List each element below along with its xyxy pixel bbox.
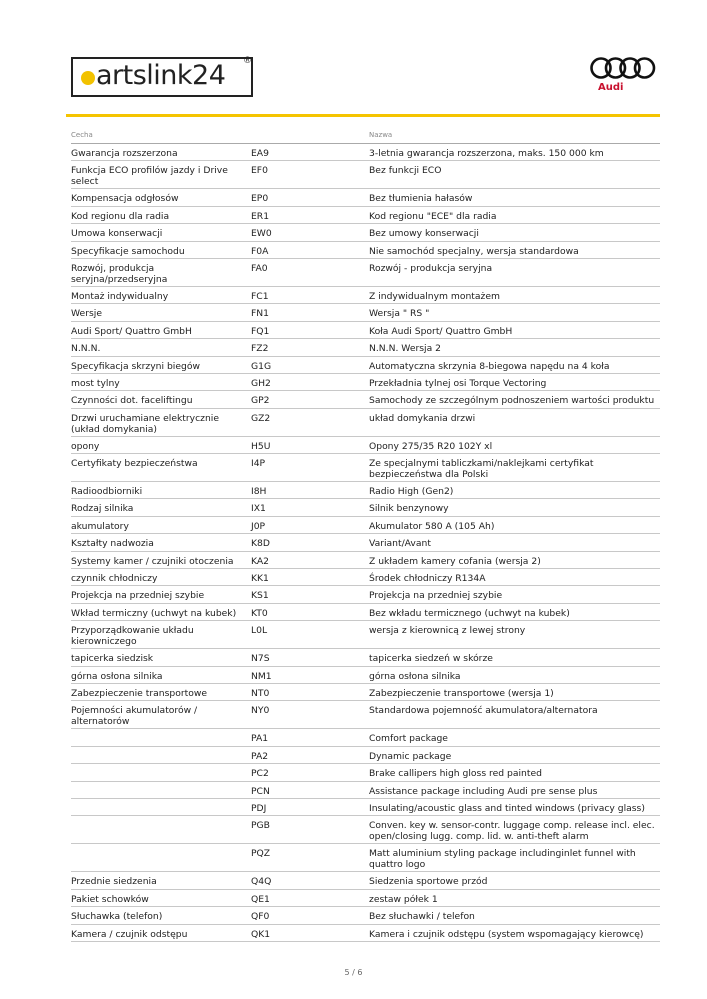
row-code: N7S bbox=[251, 653, 270, 665]
row-code: PGB bbox=[251, 820, 270, 832]
partslink24-logo bbox=[71, 57, 253, 97]
table-row bbox=[71, 499, 660, 516]
table-row bbox=[71, 621, 660, 649]
row-name: Radio High (Gen2) bbox=[369, 486, 454, 498]
row-feature: Rozwój, produkcja seryjna/przedseryjna bbox=[71, 262, 168, 285]
row-code: PCN bbox=[251, 785, 270, 797]
row-code: EP0 bbox=[251, 193, 269, 205]
row-name: Z układem kamery cofania (wersja 2) bbox=[369, 555, 541, 567]
registered-mark: ® bbox=[243, 56, 252, 66]
row-feature: czynnik chłodniczy bbox=[71, 573, 158, 585]
row-code: F0A bbox=[251, 245, 269, 257]
row-name: Automatyczna skrzynia 8-biegowa napędu na 4 koła bbox=[369, 360, 610, 372]
header-divider bbox=[66, 114, 660, 117]
row-code: FQ1 bbox=[251, 325, 270, 337]
row-code: PDJ bbox=[251, 802, 267, 814]
row-feature: Certyfikaty bezpieczeństwa bbox=[71, 458, 198, 470]
row-feature: Wkład termiczny (uchwyt na kubek) bbox=[71, 607, 237, 619]
row-name: Przekładnia tylnej osi Torque Vectoring bbox=[369, 377, 547, 389]
table-row bbox=[71, 287, 660, 304]
table-row bbox=[71, 764, 660, 781]
row-feature: górna osłona silnika bbox=[71, 670, 163, 682]
row-name: 3-letnia gwarancja rozszerzona, maks. 150 000 km bbox=[369, 148, 604, 159]
row-name: Wersja " RS " bbox=[369, 308, 430, 320]
table-row bbox=[71, 872, 660, 889]
table-row bbox=[71, 304, 660, 321]
row-feature: opony bbox=[71, 440, 100, 452]
row-feature: Przyporządkowanie układu kierowniczego bbox=[71, 625, 194, 648]
row-feature: Przednie siedzenia bbox=[71, 876, 157, 888]
row-code: QK1 bbox=[251, 928, 271, 940]
row-feature: Specyfikacje samochodu bbox=[71, 245, 185, 257]
row-name: Rozwój - produkcja seryjna bbox=[369, 262, 493, 274]
row-name: Bez umowy konserwacji bbox=[369, 228, 479, 240]
table-row bbox=[71, 534, 660, 551]
row-code: PC2 bbox=[251, 768, 269, 780]
row-feature: Kształty nadwozia bbox=[71, 538, 154, 550]
table-row bbox=[71, 747, 660, 764]
row-code: L0L bbox=[251, 625, 268, 637]
logo-text: artslink24 bbox=[96, 60, 226, 91]
row-code: PA2 bbox=[251, 750, 269, 762]
table-row bbox=[71, 391, 660, 408]
row-code: KK1 bbox=[251, 573, 269, 585]
table-row bbox=[71, 569, 660, 586]
table-row bbox=[71, 782, 660, 799]
row-name: Bez funkcji ECO bbox=[369, 165, 442, 177]
audi-brand-label: Audi bbox=[598, 82, 624, 93]
row-feature: Funkcja ECO profilów jazdy i Drive select bbox=[71, 165, 228, 188]
row-code: EA9 bbox=[251, 148, 269, 159]
table-row bbox=[71, 667, 660, 684]
row-name: Samochody ze szczególnym podnoszeniem wartości produktu bbox=[369, 395, 655, 407]
row-feature: Umowa konserwacji bbox=[71, 228, 163, 240]
row-feature: Montaż indywidualny bbox=[71, 290, 169, 302]
row-name: Bez tłumienia hałasów bbox=[369, 193, 473, 205]
row-feature: Systemy kamer / czujniki otoczenia bbox=[71, 555, 234, 567]
row-code: NY0 bbox=[251, 705, 270, 717]
row-feature: tapicerka siedzisk bbox=[71, 653, 154, 665]
row-code: KT0 bbox=[251, 607, 268, 619]
row-code: Q4Q bbox=[251, 876, 272, 888]
table-row bbox=[71, 437, 660, 454]
row-name: Conven. key w. sensor-contr. luggage comp. release incl. elec. open/closing lugg. comp. lid. w. anti-theft alarm bbox=[369, 820, 655, 843]
row-code: PA1 bbox=[251, 733, 269, 745]
row-name: Ze specjalnymi tabliczkami/naklejkami certyfikat bezpieczeństwa dla Polski bbox=[369, 458, 594, 481]
row-name: N.N.N. Wersja 2 bbox=[369, 343, 442, 355]
row-name: Akumulator 580 A (105 Ah) bbox=[369, 520, 495, 532]
row-name: Z indywidualnym montażem bbox=[369, 290, 500, 302]
row-code: FZ2 bbox=[251, 343, 269, 355]
table-row bbox=[71, 322, 660, 339]
row-name: tapicerka siedzeń w skórze bbox=[369, 653, 493, 665]
row-code: H5U bbox=[251, 440, 271, 452]
row-feature: Audi Sport/ Quattro GmbH bbox=[71, 325, 192, 337]
table-row bbox=[71, 649, 660, 666]
row-name: Zabezpieczenie transportowe (wersja 1) bbox=[369, 687, 554, 699]
table-row bbox=[71, 224, 660, 241]
row-name: Comfort package bbox=[369, 733, 448, 745]
row-name: Brake callipers high gloss red painted bbox=[369, 768, 542, 780]
row-code: GH2 bbox=[251, 377, 271, 389]
row-name: górna osłona silnika bbox=[369, 670, 461, 682]
table-row bbox=[71, 729, 660, 746]
page-number: 5 / 6 bbox=[344, 968, 363, 977]
row-name: Projekcja na przedniej szybie bbox=[369, 590, 503, 602]
table-row bbox=[71, 844, 660, 872]
row-feature: Pakiet schowków bbox=[71, 893, 149, 905]
row-feature: akumulatory bbox=[71, 520, 129, 532]
table-row bbox=[71, 242, 660, 259]
row-code: QE1 bbox=[251, 893, 270, 905]
table-row bbox=[71, 701, 660, 729]
row-name: Kod regionu "ECE" dla radia bbox=[369, 210, 497, 222]
row-feature: Zabezpieczenie transportowe bbox=[71, 687, 207, 699]
row-name: Siedzenia sportowe przód bbox=[369, 876, 488, 888]
row-name: zestaw półek 1 bbox=[369, 893, 438, 905]
row-name: Koła Audi Sport/ Quattro GmbH bbox=[369, 325, 513, 337]
logo-dot-icon bbox=[81, 71, 95, 85]
row-name: Dynamic package bbox=[369, 750, 452, 762]
row-feature: Specyfikacja skrzyni biegów bbox=[71, 360, 200, 372]
row-name: Silnik benzynowy bbox=[369, 503, 449, 515]
row-name: Standardowa pojemność akumulatora/alternatora bbox=[369, 705, 598, 717]
row-code: IX1 bbox=[251, 503, 266, 515]
table-row bbox=[71, 207, 660, 224]
table-row bbox=[71, 684, 660, 701]
table-row bbox=[71, 339, 660, 356]
row-name: Nie samochód specjalny, wersja standardowa bbox=[369, 245, 579, 257]
row-name: Matt aluminium styling package includinginlet funnel with quattro logo bbox=[369, 848, 636, 871]
equipment-table bbox=[71, 131, 660, 942]
table-row bbox=[71, 586, 660, 603]
row-code: EW0 bbox=[251, 228, 272, 240]
table-row bbox=[71, 454, 660, 482]
row-name: Bez wkładu termicznego (uchwyt na kubek) bbox=[369, 607, 570, 619]
row-name: układ domykania drzwi bbox=[369, 412, 476, 424]
row-code: I4P bbox=[251, 458, 266, 470]
table-row bbox=[71, 517, 660, 534]
table-row bbox=[71, 604, 660, 621]
column-header-name: Nazwa bbox=[369, 131, 393, 139]
row-feature: Kompensacja odgłosów bbox=[71, 193, 179, 205]
table-row bbox=[71, 552, 660, 569]
row-feature: Kod regionu dla radia bbox=[71, 210, 170, 222]
table-row bbox=[71, 374, 660, 391]
table-row bbox=[71, 409, 660, 437]
table-row bbox=[71, 189, 660, 206]
row-feature: Rodzaj silnika bbox=[71, 503, 134, 515]
table-row bbox=[71, 357, 660, 374]
row-feature: Projekcja na przedniej szybie bbox=[71, 590, 205, 602]
row-code: NT0 bbox=[251, 687, 270, 699]
table-header bbox=[71, 131, 660, 144]
row-code: J0P bbox=[251, 520, 266, 532]
row-name: Opony 275/35 R20 102Y xl bbox=[369, 440, 493, 452]
row-feature: N.N.N. bbox=[71, 343, 101, 355]
row-name: Insulating/acoustic glass and tinted windows (privacy glass) bbox=[369, 802, 645, 814]
row-name: Środek chłodniczy R134A bbox=[369, 573, 486, 585]
row-code: PQZ bbox=[251, 848, 271, 860]
row-feature: Słuchawka (telefon) bbox=[71, 911, 163, 923]
row-code: FN1 bbox=[251, 308, 270, 320]
row-code: EF0 bbox=[251, 165, 268, 177]
row-code: FA0 bbox=[251, 262, 268, 274]
row-code: GZ2 bbox=[251, 412, 271, 424]
table-body bbox=[71, 144, 660, 942]
table-row bbox=[71, 799, 660, 816]
row-feature: Radioodbiorniki bbox=[71, 486, 143, 498]
row-name: Bez słuchawki / telefon bbox=[369, 911, 475, 923]
row-name: Kamera i czujnik odstępu (system wspomagający kierowcę) bbox=[369, 928, 644, 940]
row-feature: Kamera / czujnik odstępu bbox=[71, 928, 188, 940]
row-name: Assistance package including Audi pre sense plus bbox=[369, 785, 598, 797]
table-row bbox=[71, 144, 660, 161]
row-code: KA2 bbox=[251, 555, 269, 567]
row-code: G1G bbox=[251, 360, 272, 372]
column-header-feature: Cecha bbox=[71, 131, 93, 139]
row-feature: Pojemności akumulatorów / alternatorów bbox=[71, 705, 198, 728]
table-row bbox=[71, 161, 660, 189]
row-feature: most tylny bbox=[71, 377, 120, 389]
audi-rings-icon bbox=[590, 56, 656, 80]
table-row bbox=[71, 925, 660, 942]
row-code: KS1 bbox=[251, 590, 269, 602]
row-code: I8H bbox=[251, 486, 267, 498]
row-name: wersja z kierownicą z lewej strony bbox=[369, 625, 526, 637]
row-code: QF0 bbox=[251, 911, 270, 923]
table-row bbox=[71, 482, 660, 499]
table-row bbox=[71, 890, 660, 907]
row-feature: Wersje bbox=[71, 308, 102, 320]
row-code: NM1 bbox=[251, 670, 272, 682]
row-code: GP2 bbox=[251, 395, 270, 407]
table-row bbox=[71, 259, 660, 287]
row-code: K8D bbox=[251, 538, 270, 550]
table-row bbox=[71, 816, 660, 844]
row-feature: Gwarancja rozszerzona bbox=[71, 148, 178, 159]
row-code: ER1 bbox=[251, 210, 270, 222]
row-feature: Czynności dot. faceliftingu bbox=[71, 395, 193, 407]
row-code: FC1 bbox=[251, 290, 269, 302]
row-name: Variant/Avant bbox=[369, 538, 431, 550]
page-header bbox=[0, 0, 707, 118]
row-feature: Drzwi uruchamiane elektrycznie (układ domykania) bbox=[71, 412, 220, 435]
table-row bbox=[71, 907, 660, 924]
